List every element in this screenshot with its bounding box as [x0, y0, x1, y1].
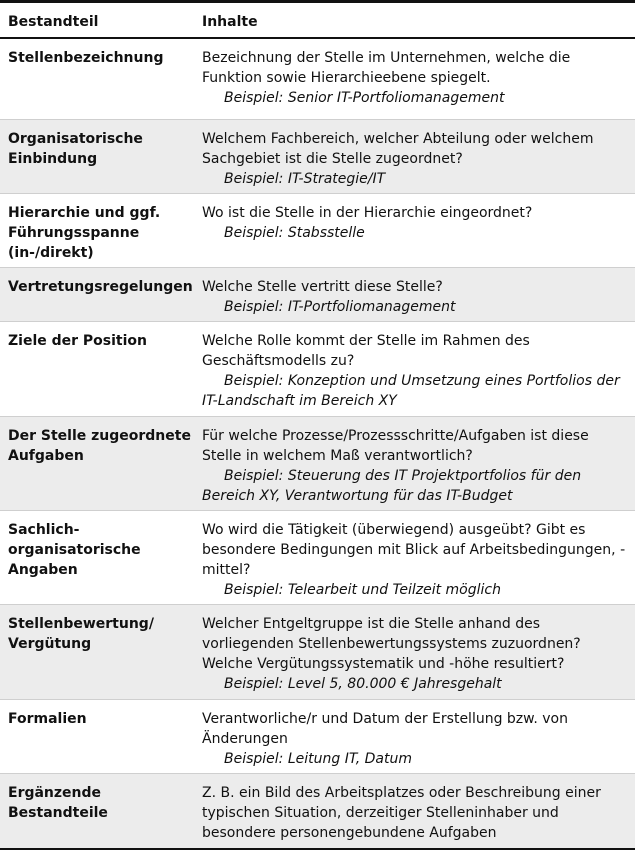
row-example-text: Beispiel: IT-Strategie/IT	[224, 170, 386, 187]
row-example	[202, 466, 627, 506]
row-text: Welche Rolle kommt der Stelle im Rahmen des Geschäftsmodells zu?	[202, 332, 530, 369]
header-bestandteil: Bestandteil	[8, 14, 99, 30]
row-content	[196, 38, 635, 119]
row-content	[196, 321, 635, 416]
row-label: Formalien	[8, 710, 87, 727]
row-content	[196, 267, 635, 321]
row-example	[202, 297, 627, 317]
row-label: Hierarchie und ggf. Führungsspanne (in-/direkt)	[8, 204, 161, 261]
row-label: Ziele der Position	[8, 332, 147, 349]
row-label: Stellenbewertung/ Vergütung	[8, 615, 154, 652]
row-text: Welcher Entgeltgruppe ist die Stelle anhand des vorliegenden Stellenbewertungssystems zuzuordnen? Welche Vergütungssystematik und -höhe resultiert?	[202, 615, 581, 672]
row-example-text: Beispiel: Stabsstelle	[224, 224, 365, 241]
row-example	[202, 749, 627, 769]
table-row	[0, 193, 635, 267]
table-row	[0, 321, 635, 416]
table-header-row	[0, 4, 635, 38]
row-example-text: Beispiel: Leitung IT, Datum	[224, 750, 413, 767]
row-content	[196, 773, 635, 849]
row-content	[196, 699, 635, 773]
row-label: Sachlich-organisatorische Angaben	[8, 521, 141, 578]
row-example-text: Beispiel: Steuerung des IT Projektportfolios für den Bereich XY, Verantwortung für das IT-Budget	[202, 467, 582, 504]
row-text: Verantworliche/r und Datum der Erstellung bzw. von Änderungen	[202, 710, 568, 747]
top-rule	[0, 0, 635, 3]
row-label: Vertretungsregelungen	[8, 278, 193, 295]
table-row	[0, 119, 635, 193]
row-example	[202, 223, 627, 243]
row-text: Wo ist die Stelle in der Hierarchie eingeordnet?	[202, 204, 533, 221]
table-row	[0, 38, 635, 119]
row-text: Welchem Fachbereich, welcher Abteilung oder welchem Sachgebiet ist die Stelle zugeordnet?	[202, 130, 594, 167]
row-label: Stellenbezeichnung	[8, 50, 164, 66]
row-text: Welche Stelle vertritt diese Stelle?	[202, 278, 443, 295]
row-example	[202, 88, 627, 108]
row-label: Organisatorische Einbindung	[8, 130, 143, 167]
header-inhalte: Inhalte	[202, 14, 258, 30]
row-content	[196, 510, 635, 604]
table-row	[0, 267, 635, 321]
row-example	[202, 580, 627, 600]
row-label: Ergänzende Bestandteile	[8, 784, 108, 821]
row-example-text: Beispiel: IT-Portfoliomanagement	[224, 298, 456, 315]
row-example-text: Beispiel: Telearbeit und Teilzeit möglich	[224, 581, 501, 598]
row-example	[202, 674, 627, 694]
row-content	[196, 119, 635, 193]
table-row	[0, 699, 635, 773]
table-row	[0, 604, 635, 699]
row-label: Der Stelle zugeordnete Aufgaben	[8, 427, 191, 464]
table-row	[0, 510, 635, 604]
row-text: Bezeichnung der Stelle im Unternehmen, welche die Funktion sowie Hierarchieebene spiegelt.	[202, 50, 571, 86]
table-row	[0, 416, 635, 510]
row-text: Für welche Prozesse/Prozessschritte/Aufgaben ist diese Stelle in welchem Maß verantwortlich?	[202, 427, 589, 464]
row-example-text: Beispiel: Konzeption und Umsetzung eines Portfolios der IT-Landschaft im Bereich XY	[202, 372, 620, 409]
row-example	[202, 169, 627, 189]
row-content	[196, 416, 635, 510]
row-content	[196, 604, 635, 699]
row-content	[196, 193, 635, 267]
row-example-text: Beispiel: Level 5, 80.000 € Jahresgehalt	[224, 675, 502, 692]
row-example	[202, 371, 627, 411]
row-text: Z. B. ein Bild des Arbeitsplatzes oder Beschreibung einer typischen Situation, derzeitiger Stelleninhaber und besondere personengebundene Aufgaben	[202, 784, 601, 841]
job-description-table	[0, 4, 635, 850]
table-row	[0, 773, 635, 849]
row-example-text: Beispiel: Senior IT-Portfoliomanagement	[224, 90, 505, 106]
row-text: Wo wird die Tätigkeit (überwiegend) ausgeübt? Gibt es besondere Bedingungen mit Blick auf Arbeitsbedingungen, -mittel?	[202, 521, 626, 578]
